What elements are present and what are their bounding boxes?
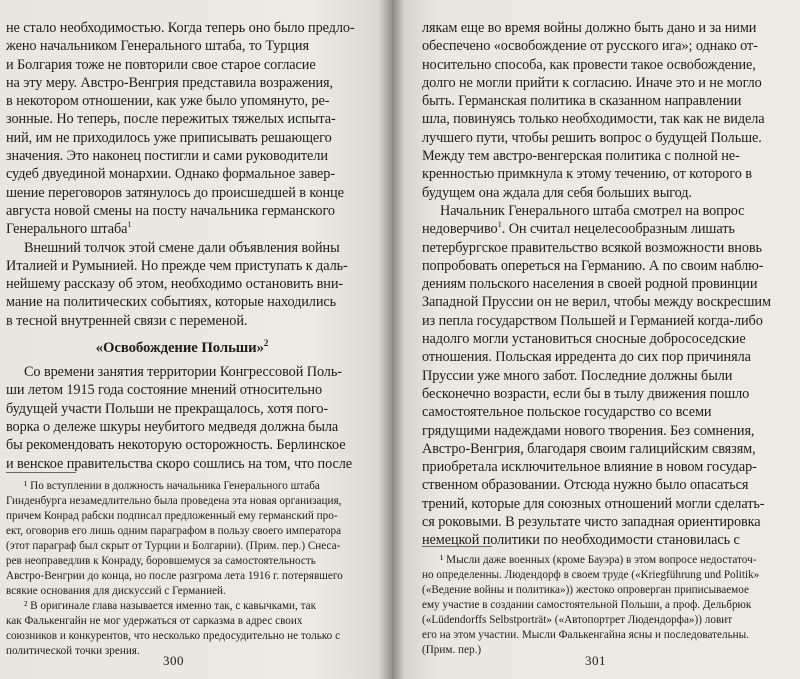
text-line: отношения. Польская ирредента до сих пор причиняла (422, 349, 751, 366)
footnote-line: причем Конрад рабски подписал предложенный ему германский про- (6, 510, 338, 522)
page-number: 300 (163, 653, 184, 668)
text-fragment: недоверчиво (422, 221, 498, 238)
footnote-block (6, 479, 358, 659)
footnote-line: его на этом участии. Мысли Фалькенгайна ясны и последовательны. (422, 629, 749, 641)
text-line: Начальник Генерального штаба смотрел на вопрос (440, 202, 745, 219)
text-line: приобретала исключительное влияние в новом государ- (422, 459, 757, 476)
text-line: ворка о дележе шкуры неубитого медведя должна была (6, 418, 339, 435)
text-line: надолго могли установиться сносные добрососедские (422, 331, 746, 348)
text-line: из пепла государством Польшей и Германией когда-либо (422, 312, 763, 329)
text-line: обеспечено «освобождение от русского ига»; однако от- (422, 38, 758, 55)
footnote-line: Австро-Венгрии до конца, но после разгрома лета 1916 г. потерявшего (6, 570, 343, 582)
footnote-line: но определенны. Людендорф в своем труде («Kriegführung und Politik» (422, 569, 760, 581)
footnote-marker: 1 (127, 220, 132, 230)
text-line (6, 220, 358, 238)
text-line: лякам еще во время войны должно быть дано и за ними (422, 20, 757, 36)
text-line: петербургское правительство всякой возможности вновь (422, 239, 762, 256)
text-line: Внешний толчок этой смене дали объявления войны (24, 239, 340, 256)
footnote-line: как Фалькенгайн не мог удержаться от сарказма в адрес своих (6, 615, 303, 627)
footnote-line: союзников и конкурентов, что несколько предосудительно не только с (6, 630, 341, 642)
text-line: августа новой смены на посту начальника германского (6, 202, 335, 219)
text-line: зонные. Но теперь, после пережитых тяжелых испыта- (6, 111, 336, 128)
text-line: лучшего пути, чтобы решить вопрос о будущей Польше. (422, 129, 762, 146)
footnote-line: («Lüdendorffs Selbstporträt» («Автопортрет Людендорфа»)) ловит (422, 614, 733, 626)
text-line: бы рекомендовать некоторую осторожность. Берлинское (6, 437, 346, 454)
left-page-body (6, 19, 358, 473)
text-line: носительно способа, как провести такое освобождение, (422, 56, 756, 73)
footnote-marker: 1 (497, 220, 502, 230)
text-line: грядущими надеждами нового творения. Без сомнения, (422, 422, 755, 439)
text-line: нейшему рассказу об этом, необходимо остановить вни- (6, 276, 344, 293)
text-line: судеб двуединой монархии. Однако формальное завер- (6, 166, 335, 183)
text-line: будущем она ждала для себя больших выгод. (422, 184, 692, 201)
text-line: на эту меру. Австро-Венгрия представила возражения, (6, 74, 334, 91)
text-line: в некотором отношении, как уже было упомянуто, ре- (6, 93, 330, 110)
footnote-divider (422, 546, 492, 547)
text-line: Западной Пруссии он не верил, чтобы между воскресшим (422, 294, 771, 311)
text-line: шение переговоров затянулось до происшедшей в конце (6, 184, 344, 201)
text-line: ственном образовании. Отсюда нужно было опасаться (422, 477, 749, 494)
text-line: Между тем австро-венгерская политика с полной не- (422, 148, 740, 165)
footnote-line: всякие основания для дискуссий с Германией. (6, 585, 226, 597)
text-line: и венское правительства скоро сошлись на том, что после (6, 455, 353, 472)
text-line: самостоятельное польское государство со всеми (422, 404, 712, 421)
footnote-line: ему участие в создании самостоятельной Польши, а проф. Дельбрюк (422, 599, 752, 611)
text-line: попробовать опереться на Германию. А по своим наблю- (422, 257, 764, 274)
footnote-line: ект, оговорив его лишь одним параграфом в пользу своего императора (6, 525, 342, 537)
section-heading (6, 337, 358, 359)
text-line: Австро-Венгрия, благодаря своим галицийским связям, (422, 440, 756, 457)
left-page (0, 0, 392, 679)
footnote-line: рев неоправедлив к Конраду, боровшемуся за самостоятельность (6, 555, 316, 567)
footnote-line: Гинденбурга незамедлительно была проведена эта новая организация, (6, 495, 342, 507)
right-page-body (422, 19, 774, 550)
text-line: Со времени занятия территории Конгрессовой Поль- (24, 364, 342, 381)
text-line: кренностью примкнула к этому течению, от которого в (422, 166, 752, 183)
footnote-line: ¹ Мысли даже военных (кроме Бауэра) в этом вопросе недостаточ- (440, 554, 757, 566)
footnote-marker: 2 (263, 338, 269, 349)
text-line (422, 220, 774, 238)
section-heading-text: «Освобождение Польши» (95, 340, 264, 357)
text-line: бесконечно возрасти, если бы в тылу движения пошло (422, 385, 750, 402)
text-line: Пруссии уже много забот. Последние должны были (422, 367, 733, 384)
right-footnotes (422, 536, 774, 658)
text-line: быть. Германская политика в сказанном направлении (422, 93, 742, 110)
text-line: ний, им не приходилось уже приписывать решающего (6, 129, 332, 146)
text-line: и Болгария тоже не повторили свое старое согласие (6, 56, 316, 73)
text-line: мание на политических событиях, которые находились (6, 294, 337, 311)
text-line: дениям польского населения в своей родной провинции (422, 276, 758, 293)
text-line: значения. Это наконец постигли и сами руководители (6, 148, 328, 165)
text-fragment: Генерального штаба (6, 221, 128, 238)
text-line: ся роковыми. В результате чисто западная ориентировка (422, 514, 761, 531)
text-line: немецкой политики по необходимости становилась с (422, 532, 740, 549)
text-line: жено начальником Генерального штаба, то Турция (6, 38, 309, 55)
text-line: не стало необходимостью. Когда теперь оно было предло- (6, 20, 355, 36)
left-footnotes (6, 462, 358, 659)
text-line: Италией и Румынией. Но прежде чем приступать к даль- (6, 257, 348, 274)
footnote-block (422, 553, 774, 658)
right-page (392, 0, 800, 679)
text-line: ши летом 1915 года состояние мнений относительно (6, 382, 322, 399)
page-number: 301 (585, 653, 606, 668)
footnote-line: ² В оригинале глава называется именно так, с кавычками, так (24, 600, 317, 612)
text-line: будущей участи Польши не прекращалось, хотя пого- (6, 400, 329, 417)
text-line: шла, повинуясь только необходимости, так как не видела (422, 111, 765, 128)
footnote-line: (этот параграф был скрыт от Турции и Болгарии). (Прим. пер.) Снеса- (6, 540, 341, 552)
footnote-line: («Ведение войны и политика»)) жестоко опроверган приписываемое (422, 584, 749, 596)
text-line: долго не могли прийти к согласию. Иначе это и не могло (422, 74, 762, 91)
footnote-line: политической точки зрения. (6, 645, 140, 657)
footnote-divider (6, 472, 76, 473)
text-fragment: . Он считал нецелесообразным лишать (501, 221, 735, 238)
text-line: в тесной внутренней связи с переменой. (6, 312, 248, 329)
footnote-line: (Прим. пер.) (422, 644, 482, 656)
text-line: трений, которые для союзных отношений могли сделать- (422, 495, 765, 512)
footnote-line: ¹ По вступлении в должность начальника Генерального штаба (24, 480, 320, 492)
